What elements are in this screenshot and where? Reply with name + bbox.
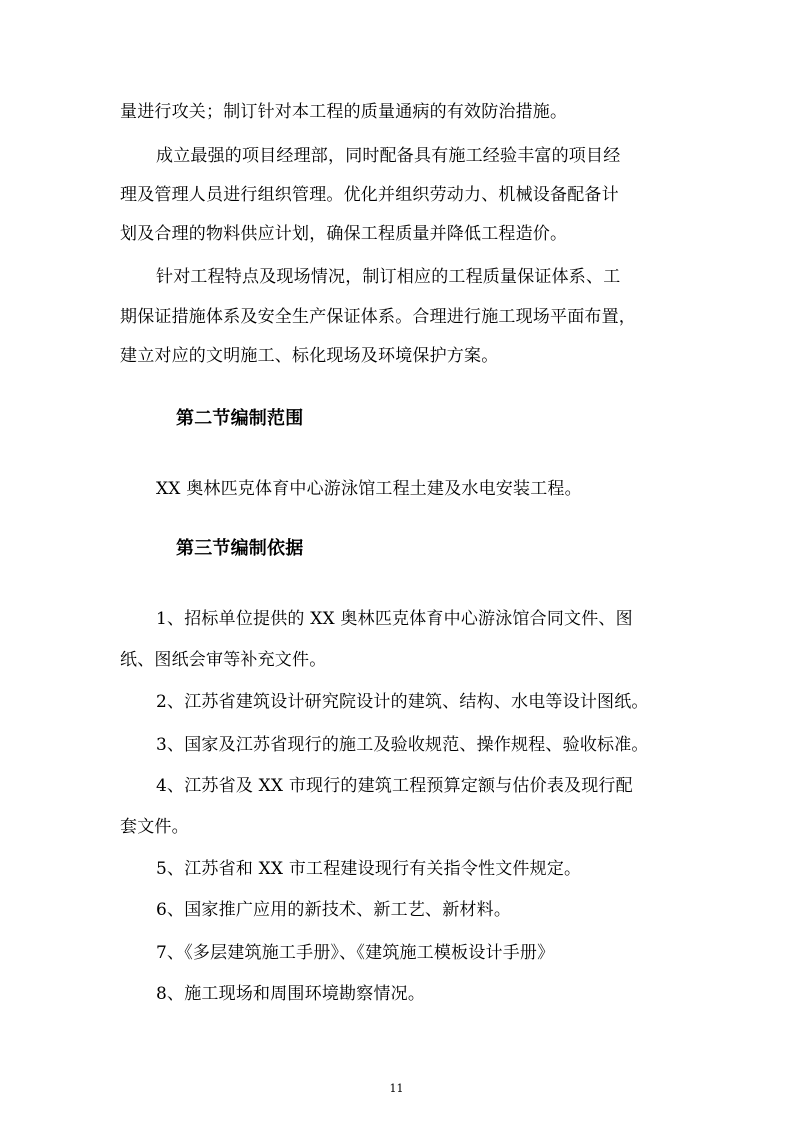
list-item: 7、《多层建筑施工手册》、《建筑施工模板设计手册》 xyxy=(156,943,555,963)
section-heading: 第二节编制范围 xyxy=(176,408,304,429)
paragraph-line: 量进行攻关；制订针对本工程的质量通病的有效防治措施。 xyxy=(120,102,568,122)
list-item: 1、招标单位提供的 XX 奥林匹克体育中心游泳馆合同文件、图 xyxy=(156,609,633,629)
page-number: 11 xyxy=(389,1082,404,1095)
paragraph-line: 针对工程特点及现场情况，制订相应的工程质量保证体系、工 xyxy=(156,267,621,287)
list-item-continuation: 套文件。 xyxy=(120,817,189,837)
list-item: 5、江苏省和 XX 市工程建设现行有关指令性文件规定。 xyxy=(156,859,582,879)
section-body: XX 奥林匹克体育中心游泳馆工程土建及水电安装工程。 xyxy=(156,479,582,499)
paragraph-line: 成立最强的项目经理部，同时配备具有施工经验丰富的项目经 xyxy=(156,146,621,166)
paragraph-line: 划及合理的物料供应计划，确保工程质量并降低工程造价。 xyxy=(120,224,568,244)
list-item: 3、国家及江苏省现行的施工及验收规范、操作规程、验收标准。 xyxy=(156,735,649,755)
section-heading: 第三节编制依据 xyxy=(176,538,304,559)
list-item-continuation: 纸、图纸会审等补充文件。 xyxy=(120,650,327,670)
paragraph-line: 期保证措施体系及安全生产保证体系。合理进行施工现场平面布置， xyxy=(120,307,636,327)
list-item: 4、江苏省及 XX 市现行的建筑工程预算定额与估价表及现行配 xyxy=(156,776,633,796)
list-item: 2、江苏省建筑设计研究院设计的建筑、结构、水电等设计图纸。 xyxy=(156,692,649,712)
list-item: 8、施工现场和周围环境勘察情况。 xyxy=(156,984,426,1004)
paragraph-line: 理及管理人员进行组织管理。优化并组织劳动力、机械设备配备计 xyxy=(120,185,619,205)
paragraph-line: 建立对应的文明施工、标化现场及环境保护方案。 xyxy=(120,346,499,366)
list-item: 6、国家推广应用的新技术、新工艺、新材料。 xyxy=(156,900,512,920)
